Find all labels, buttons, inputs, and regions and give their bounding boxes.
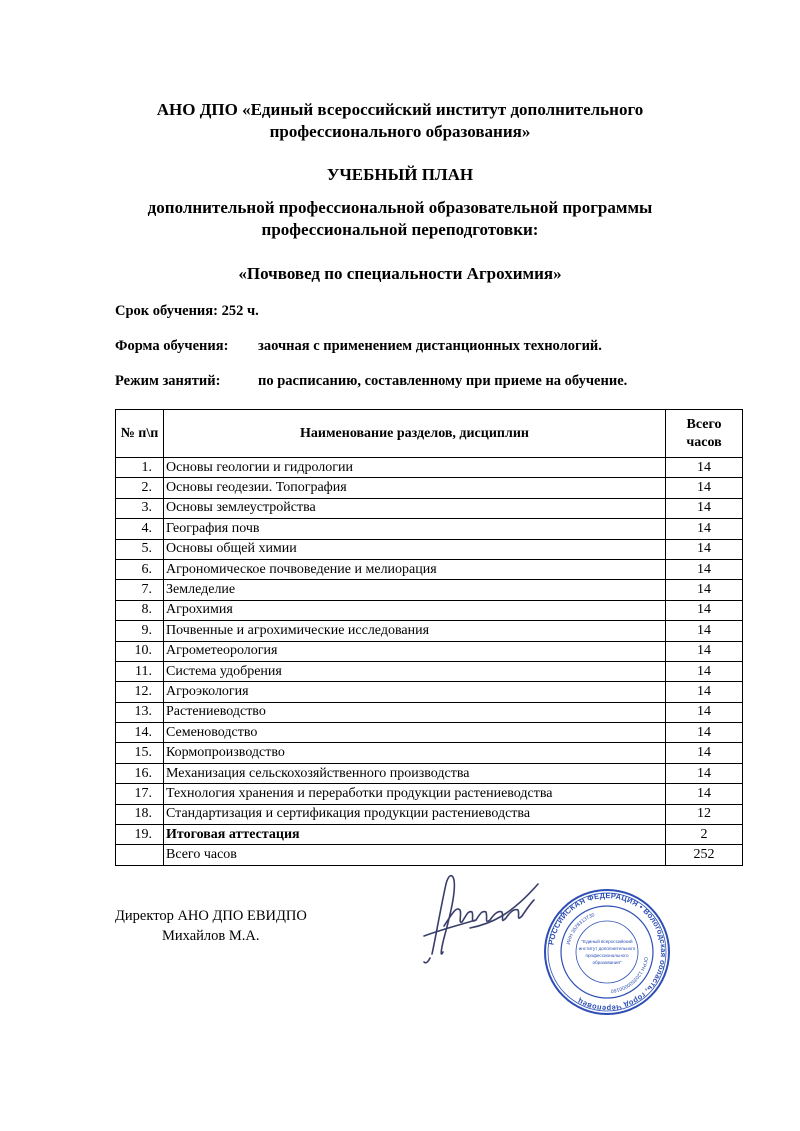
row-number: 13. [116,702,164,722]
signature-image [410,866,545,966]
schedule-value: по расписанию, составленному при приеме на обучение. [258,373,628,389]
row-number: 7. [116,580,164,600]
seal-ogrn: ОГРН 1203500000160 [610,956,649,994]
row-number: 12. [116,682,164,702]
table-row [116,784,743,804]
row-hours: 12 [666,804,743,824]
row-discipline: Стандартизация и сертификация продукции растениеводства [164,804,666,824]
row-hours: 14 [666,621,743,641]
organization-seal [543,888,671,1016]
row-discipline: Семеноводство [164,723,666,743]
row-number: 17. [116,784,164,804]
header-hours-line1: Всего [686,416,722,432]
row-hours: 14 [666,661,743,681]
row-discipline: Агроэкология [164,682,666,702]
program-name: «Почвовед по специальности Агрохимия» [238,264,562,283]
row-hours: 14 [666,723,743,743]
seal-center-line3: профессионального [585,953,629,958]
program-subtitle-line1: дополнительной профессиональной образовательной программы [147,198,653,217]
director-name: Михайлов М.А. [162,928,260,944]
row-number: 4. [116,519,164,539]
table-row-final-attestation [116,825,743,845]
row-number: 18. [116,804,164,824]
total-hours: 252 [666,845,743,865]
row-hours: 14 [666,580,743,600]
director-block [115,906,307,946]
row-discipline: Механизация сельскохозяйственного производства [164,763,666,783]
row-discipline: Основы общей химии [164,539,666,559]
table-row [116,702,743,722]
row-hours: 14 [666,702,743,722]
row-number: 10. [116,641,164,661]
seal-center-line1: "Единый всероссийский [581,939,633,944]
table-row [116,661,743,681]
table-row [116,682,743,702]
row-number: 14. [116,723,164,743]
table-row [116,498,743,518]
row-hours: 14 [666,539,743,559]
row-discipline: Кормопроизводство [164,743,666,763]
row-number: 19. [116,825,164,845]
header-hours-line2: часов [686,434,722,450]
table-header-row [116,410,743,458]
total-number [116,845,164,865]
row-hours: 14 [666,763,743,783]
header-number: № п\п [116,410,164,458]
row-hours: 14 [666,641,743,661]
table-row [116,621,743,641]
table-row [116,723,743,743]
row-discipline: География почв [164,519,666,539]
row-hours: 14 [666,559,743,579]
row-discipline: Основы землеустройства [164,498,666,518]
row-discipline: Агрометеорология [164,641,666,661]
document-title: УЧЕБНЫЙ ПЛАН [326,165,474,184]
curriculum-table [115,409,743,866]
table-row [116,559,743,579]
row-number: 2. [116,478,164,498]
study-form-value: заочная с применением дистанционных технологий. [258,338,602,354]
table-row [116,600,743,620]
table-row [116,641,743,661]
row-discipline: Основы геодезии. Топография [164,478,666,498]
row-number: 15. [116,743,164,763]
row-number: 8. [116,600,164,620]
row-number: 3. [116,498,164,518]
seal-center-line2: институт дополнительного [578,946,636,951]
row-discipline: Итоговая аттестация [164,825,666,845]
table-row [116,519,743,539]
table-row [116,539,743,559]
row-hours: 14 [666,784,743,804]
director-title: Директор АНО ДПО ЕВИДПО [115,908,307,924]
org-name-line2: профессионального образования» [269,122,531,141]
row-hours: 14 [666,600,743,620]
svg-text:РОССИЙСКАЯ ФЕДЕРАЦИЯ • Вологод [546,891,668,1013]
row-number: 6. [116,559,164,579]
row-number: 5. [116,539,164,559]
row-discipline: Основы геологии и гидрологии [164,458,666,478]
table-row [116,743,743,763]
seal-center-line4: образования" [592,960,622,965]
row-number: 16. [116,763,164,783]
table-row [116,580,743,600]
row-discipline: Агрономическое почвоведение и мелиорация [164,559,666,579]
study-form-line [115,337,602,355]
table-total-row [116,845,743,865]
row-hours: 14 [666,478,743,498]
table-row [116,804,743,824]
row-hours: 14 [666,682,743,702]
schedule-label: Режим занятий: [115,373,221,389]
row-hours: 2 [666,825,743,845]
table-row [116,478,743,498]
total-label: Всего часов [164,845,666,865]
seal-inn: ИНН 3528313730 [565,912,596,946]
row-hours: 14 [666,743,743,763]
header-hours [666,410,743,458]
row-hours: 14 [666,519,743,539]
row-discipline: Система удобрения [164,661,666,681]
table-row [116,763,743,783]
row-number: 1. [116,458,164,478]
row-hours: 14 [666,458,743,478]
row-number: 9. [116,621,164,641]
header-discipline: Наименование разделов, дисциплин [164,410,666,458]
row-hours: 14 [666,498,743,518]
row-discipline: Земледелие [164,580,666,600]
row-discipline: Растениеводство [164,702,666,722]
table-row [116,458,743,478]
duration-line: Срок обучения: 252 ч. [115,303,259,319]
program-subtitle-line2: профессиональной переподготовки: [261,220,539,239]
row-discipline: Технология хранения и переработки продукции растениеводства [164,784,666,804]
study-form-label: Форма обучения: [115,338,229,354]
seal-outer-text: РОССИЙСКАЯ ФЕДЕРАЦИЯ • Вологодская область, город Череповец [546,890,669,1014]
row-discipline: Агрохимия [164,600,666,620]
row-number: 11. [116,661,164,681]
row-discipline: Почвенные и агрохимические исследования [164,621,666,641]
org-name-line1: АНО ДПО «Единый всероссийский институт дополнительного [156,100,644,119]
schedule-line [115,372,628,390]
